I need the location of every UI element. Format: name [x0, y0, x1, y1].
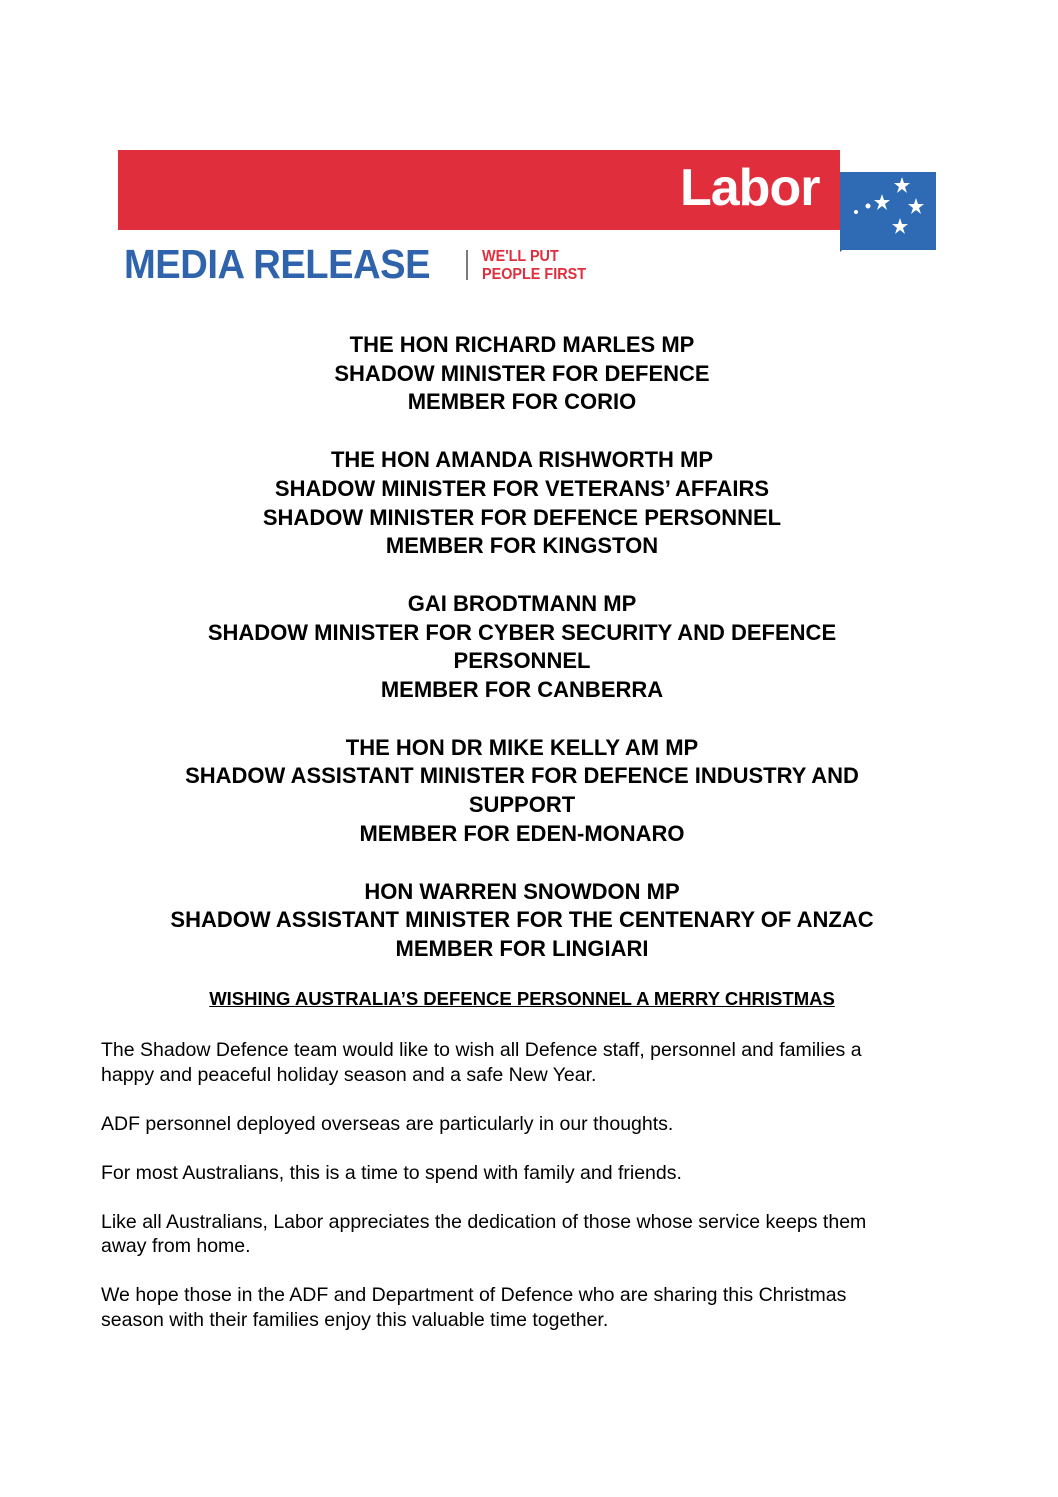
tagline-line-1: WE'LL PUT: [482, 248, 559, 265]
member-electorate: MEMBER FOR CANBERRA: [380, 677, 664, 703]
tagline-line-2: PEOPLE FIRST: [482, 266, 587, 283]
members-list: [80, 331, 964, 993]
member-role: SHADOW ASSISTANT MINISTER FOR DEFENCE INDUSTRY AND: [185, 763, 859, 789]
member-name: THE HON RICHARD MARLES MP: [349, 332, 695, 357]
paragraph-line: season with their families enjoy this valuable time together.: [101, 1308, 609, 1331]
member-electorate: MEMBER FOR LINGIARI: [395, 935, 649, 961]
member-name: THE HON DR MIKE KELLY AM MP: [345, 734, 699, 760]
member-role: SHADOW MINISTER FOR DEFENCE PERSONNEL: [262, 504, 782, 530]
member-block: [80, 590, 964, 705]
body-paragraph: [101, 1038, 961, 1087]
header-divider: [466, 250, 468, 280]
paragraph-line: We hope those in the ADF and Department of Defence who are sharing this Christmas: [101, 1284, 847, 1306]
member-electorate: MEMBER FOR CORIO: [407, 389, 637, 415]
member-block: [80, 331, 964, 417]
southern-cross-stars-icon: [840, 172, 936, 252]
body-paragraph: [101, 1210, 961, 1259]
body-paragraph: [101, 1283, 961, 1332]
media-release-title: MEDIA RELEASE: [124, 241, 431, 287]
member-role: SHADOW MINISTER FOR CYBER SECURITY AND DEFENCE: [207, 619, 837, 645]
member-block: [80, 734, 964, 849]
member-role: SUPPORT: [468, 792, 576, 818]
paragraph-line: Like all Australians, Labor appreciates the dedication of those whose service keeps them: [101, 1210, 867, 1233]
member-name: GAI BRODTMANN MP: [407, 590, 637, 616]
labor-logo-text: Labor: [680, 159, 820, 217]
member-role: SHADOW ASSISTANT MINISTER FOR THE CENTENARY OF ANZAC: [170, 907, 874, 933]
member-electorate: MEMBER FOR EDEN-MONARO: [359, 820, 685, 846]
member-electorate: MEMBER FOR KINGSTON: [385, 533, 659, 559]
member-block: [80, 878, 964, 964]
paragraph-line: happy and peaceful holiday season and a safe New Year.: [101, 1063, 597, 1086]
tagline: [482, 248, 586, 284]
release-headline: WISHING AUSTRALIA’S DEFENCE PERSONNEL A MERRY CHRISTMAS: [209, 988, 835, 1009]
member-name: HON WARREN SNOWDON MP: [364, 878, 680, 904]
paragraph-line: The Shadow Defence team would like to wish all Defence staff, personnel and families a: [101, 1039, 862, 1061]
media-release-banner: [118, 150, 938, 287]
paragraph-line: For most Australians, this is a time to spend with family and friends.: [101, 1161, 682, 1184]
paragraph-line: ADF personnel deployed overseas are particularly in our thoughts.: [101, 1112, 674, 1135]
body-paragraph: [101, 1161, 961, 1186]
member-name: THE HON AMANDA RISHWORTH MP: [330, 447, 714, 473]
member-block: [80, 446, 964, 561]
release-body: [101, 1038, 961, 1357]
member-role: SHADOW MINISTER FOR VETERANS’ AFFAIRS: [274, 475, 770, 501]
paragraph-line: away from home.: [101, 1235, 251, 1257]
body-paragraph: [101, 1112, 961, 1137]
member-role: SHADOW MINISTER FOR DEFENCE: [334, 360, 710, 386]
member-role: PERSONNEL: [453, 648, 591, 674]
